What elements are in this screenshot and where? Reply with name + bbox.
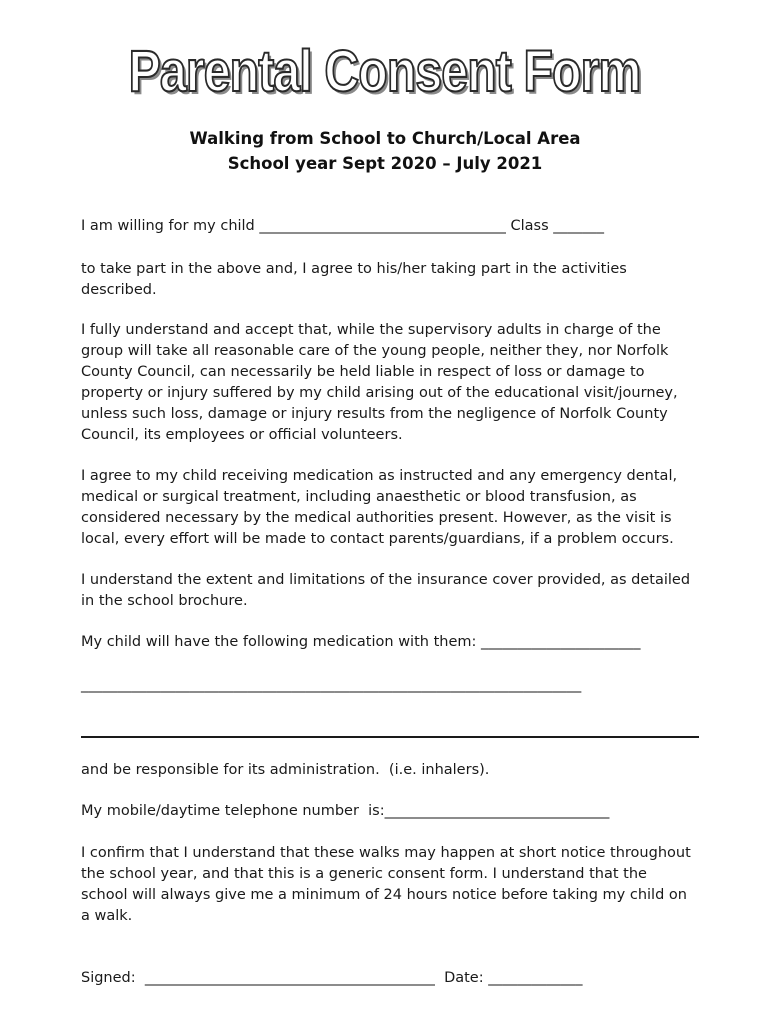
medication-field[interactable]: My child will have the following medication with them: ______________________ — [81, 634, 641, 650]
confirmation-paragraph: I confirm that I understand that these walks may happen at short notice throughout the school year, and that this is a generic consent form. I understand that the school will always give me a minimum of 24 hours notice before taking my child on a walk. — [81, 845, 691, 924]
liability-paragraph: I fully understand and accept that, while the supervisory adults in charge of the group will take all reasonable care of the young people, neither they, nor Norfolk County Council, can necessarily be held liable in respect of loss or damage to property or injury suffered by my child arising out of the educational visit/journey, unless such loss, damage or injury results from the negligence of Norfolk County Council, its employees or official volunteers. — [81, 322, 678, 443]
insurance-paragraph: I understand the extent and limitations of the insurance cover provided, as detailed in the school brochure. — [81, 572, 691, 609]
form-title-container — [0, 34, 770, 108]
take-part-paragraph: to take part in the above and, I agree to his/her taking part in the activities described. — [81, 261, 627, 298]
form-title: Parental Consent Form — [129, 37, 641, 104]
child-name-class-field[interactable]: I am willing for my child __________________________________ Class _______ — [81, 218, 604, 234]
medication-continuation-field[interactable]: _____________________________________________________________________ — [81, 677, 582, 693]
medical-consent-paragraph: I agree to my child receiving medication as instructed and any emergency dental, medical or surgical treatment, including anaesthetic or blood transfusion, as considered necessary by the medical authorities present. However, as the visit is local, every effort will be made to contact parents/guardians, if a problem occurs. — [81, 468, 678, 547]
signature-date-field[interactable]: Signed: ________________________________________ Date: _____________ — [81, 970, 583, 986]
subtitle-activity: Walking from School to Church/Local Area — [189, 129, 581, 148]
medication-extra-line — [81, 736, 699, 738]
administration-note: and be responsible for its administration. (i.e. inhalers). — [81, 762, 490, 778]
phone-number-field[interactable]: My mobile/daytime telephone number is:_______________________________ — [81, 803, 610, 819]
subtitle-school-year: School year Sept 2020 – July 2021 — [227, 154, 543, 173]
